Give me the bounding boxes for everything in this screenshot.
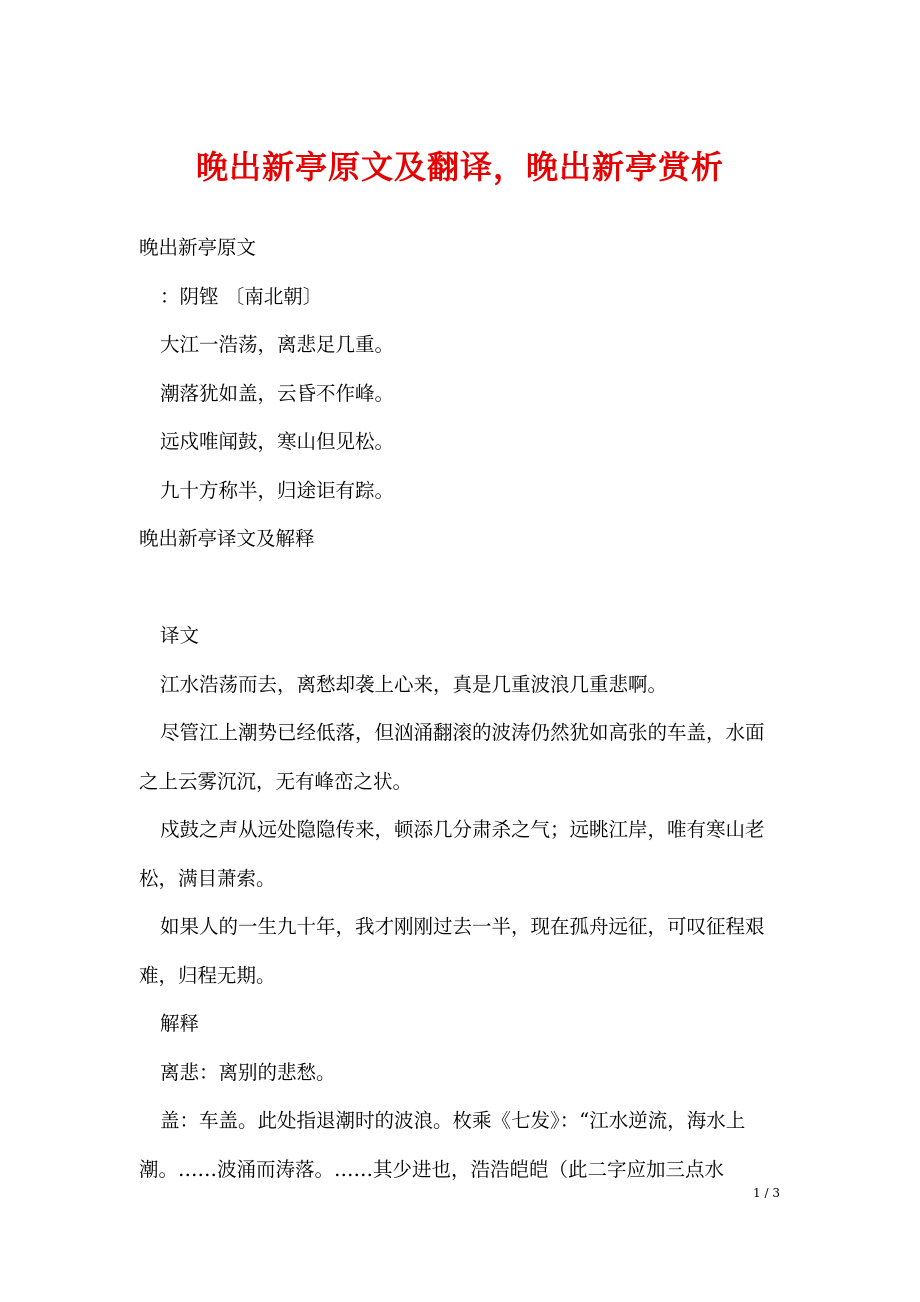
poem-line: 远戍唯闻鼓，寒山但见松。 xyxy=(160,430,395,453)
translation-paragraph: 戍鼓之声从远处隐隐传来，顿添几分肃杀之气；远眺江岸，唯有寒山老松，满目萧索。 xyxy=(139,818,765,890)
section-heading-translation: 晚出新亭译文及解释 xyxy=(139,527,315,550)
poem-line: 九十方称半，归途讵有踪。 xyxy=(160,478,395,502)
explanation-paragraph: 盖：车盖。此处指退潮时的波浪。枚乘《七发》：“江水逆流，海水上潮。……波涌而涛落。……其少进也，浩浩皑皑（此二字应加三点水 xyxy=(139,1109,746,1181)
author-line: ：阴铿 〔南北朝〕 xyxy=(160,284,323,308)
translation-paragraph: 如果人的一生九十年，我才刚刚过去一半，现在孤舟远征，可叹征程艰难，归程无期。 xyxy=(139,915,765,987)
blank-line xyxy=(139,564,781,613)
document-title: 晚出新亭原文及翻译，晚出新亭赏析 xyxy=(195,148,724,186)
poem-line: 大江一浩荡，离悲足几重。 xyxy=(160,333,395,356)
translation-label: 译文 xyxy=(160,624,200,647)
translation-paragraph: 尽管江上潮势已经低落，但汹涌翻滚的波涛仍然犹如高张的车盖，水面之上云雾沉沉，无有峰峦之状。 xyxy=(139,721,765,793)
page-number: 1 / 3 xyxy=(753,1186,780,1200)
translation-paragraph: 江水浩荡而去，离愁却袭上心来，真是几重波浪几重悲啊。 xyxy=(160,672,668,696)
section-heading-original: 晚出新亭原文 xyxy=(139,236,257,259)
explanation-label: 解释 xyxy=(160,1012,200,1035)
document-body xyxy=(139,224,781,1194)
poem-line: 潮落犹如盖，云昏不作峰。 xyxy=(160,381,395,405)
explanation-paragraph: 离悲：离别的悲愁。 xyxy=(160,1060,336,1084)
